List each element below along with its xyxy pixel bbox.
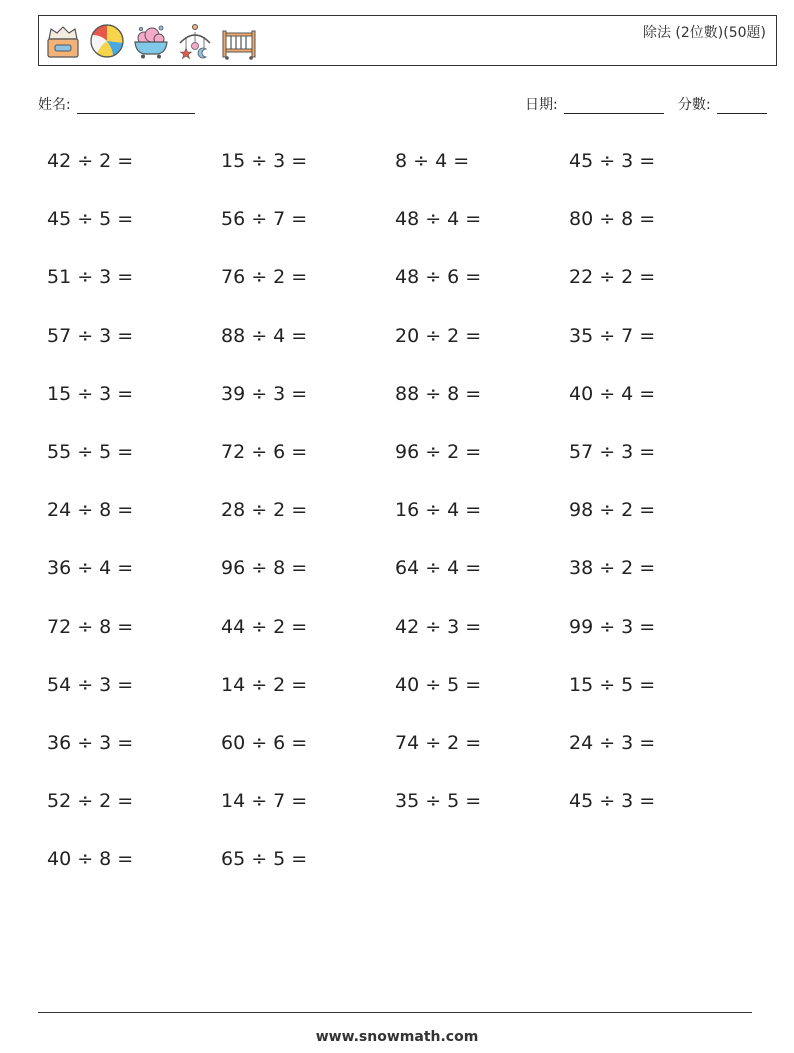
division-problem: 35 ÷ 7 = (569, 324, 656, 347)
division-problem: 8 ÷ 4 = (395, 150, 470, 172)
beach-ball-icon (87, 21, 127, 61)
tissue-box-icon (43, 21, 83, 61)
division-problem: 38 ÷ 2 = (569, 557, 656, 580)
division-problem: 40 ÷ 5 = (395, 673, 482, 696)
division-problem: 39 ÷ 3 = (221, 382, 308, 405)
division-problem: 54 ÷ 3 = (47, 673, 134, 696)
division-problem: 80 ÷ 8 = (569, 208, 656, 231)
division-problem: 14 ÷ 7 = (221, 790, 308, 813)
baby-bath-icon (131, 21, 171, 61)
division-problem: 98 ÷ 2 = (569, 499, 656, 522)
division-problem: 44 ÷ 2 = (221, 615, 308, 638)
division-problem: 45 ÷ 3 = (569, 150, 656, 172)
division-problem: 40 ÷ 4 = (569, 382, 656, 405)
division-problem: 74 ÷ 2 = (395, 731, 482, 754)
division-problem: 48 ÷ 6 = (395, 266, 482, 289)
date-label: 日期: (525, 97, 558, 113)
division-problem: 36 ÷ 3 = (47, 731, 134, 754)
division-problem: 57 ÷ 3 = (569, 440, 656, 463)
division-problem: 99 ÷ 3 = (569, 615, 656, 638)
division-problem: 16 ÷ 4 = (395, 499, 482, 522)
division-problem: 20 ÷ 2 = (395, 324, 482, 347)
division-problem: 24 ÷ 8 = (47, 499, 134, 522)
division-problem: 22 ÷ 2 = (569, 266, 656, 289)
footer-divider (38, 1012, 752, 1013)
worksheet-header (38, 15, 777, 66)
baby-mobile-icon (175, 21, 215, 61)
division-problem: 60 ÷ 6 = (221, 731, 308, 754)
name-field (38, 94, 195, 114)
name-label: 姓名: (38, 97, 71, 113)
division-problem: 65 ÷ 5 = (221, 848, 308, 871)
division-problem: 15 ÷ 5 = (569, 673, 656, 696)
division-problem: 15 ÷ 3 = (47, 382, 134, 405)
division-problem: 55 ÷ 5 = (47, 440, 134, 463)
division-problem: 88 ÷ 8 = (395, 382, 482, 405)
division-problem: 28 ÷ 2 = (221, 499, 308, 522)
division-problem: 96 ÷ 2 = (395, 440, 482, 463)
division-problem: 35 ÷ 5 = (395, 790, 482, 813)
division-problem: 56 ÷ 7 = (221, 208, 308, 231)
crib-icon (219, 21, 259, 61)
division-problem: 64 ÷ 4 = (395, 557, 482, 580)
division-problem: 42 ÷ 2 = (47, 150, 134, 172)
division-problem: 24 ÷ 3 = (569, 731, 656, 754)
division-problem: 88 ÷ 4 = (221, 324, 308, 347)
division-problem: 15 ÷ 3 = (221, 150, 308, 172)
score-blank[interactable] (717, 99, 767, 114)
division-problem: 96 ÷ 8 = (221, 557, 308, 580)
division-problem: 45 ÷ 3 = (569, 790, 656, 813)
division-problem: 76 ÷ 2 = (221, 266, 308, 289)
division-problem: 48 ÷ 4 = (395, 208, 482, 231)
division-problem: 14 ÷ 2 = (221, 673, 308, 696)
division-problem: 57 ÷ 3 = (47, 324, 134, 347)
division-problem: 42 ÷ 3 = (395, 615, 482, 638)
icon-row (43, 21, 259, 61)
division-problem: 40 ÷ 8 = (47, 848, 134, 871)
date-blank[interactable] (564, 99, 664, 114)
footer-url: www.snowmath.com (315, 1029, 479, 1045)
worksheet-title: 除法 (2位數)(50題) (642, 25, 766, 41)
division-problem: 72 ÷ 6 = (221, 440, 308, 463)
division-problem: 36 ÷ 4 = (47, 557, 134, 580)
score-field (678, 94, 767, 114)
division-problem: 51 ÷ 3 = (47, 266, 134, 289)
name-blank[interactable] (77, 99, 195, 114)
score-label: 分數: (678, 97, 711, 113)
division-problem: 72 ÷ 8 = (47, 615, 134, 638)
division-problem: 52 ÷ 2 = (47, 790, 134, 813)
date-field (525, 94, 664, 114)
division-problem: 45 ÷ 5 = (47, 208, 134, 231)
problem-grid (47, 146, 747, 902)
